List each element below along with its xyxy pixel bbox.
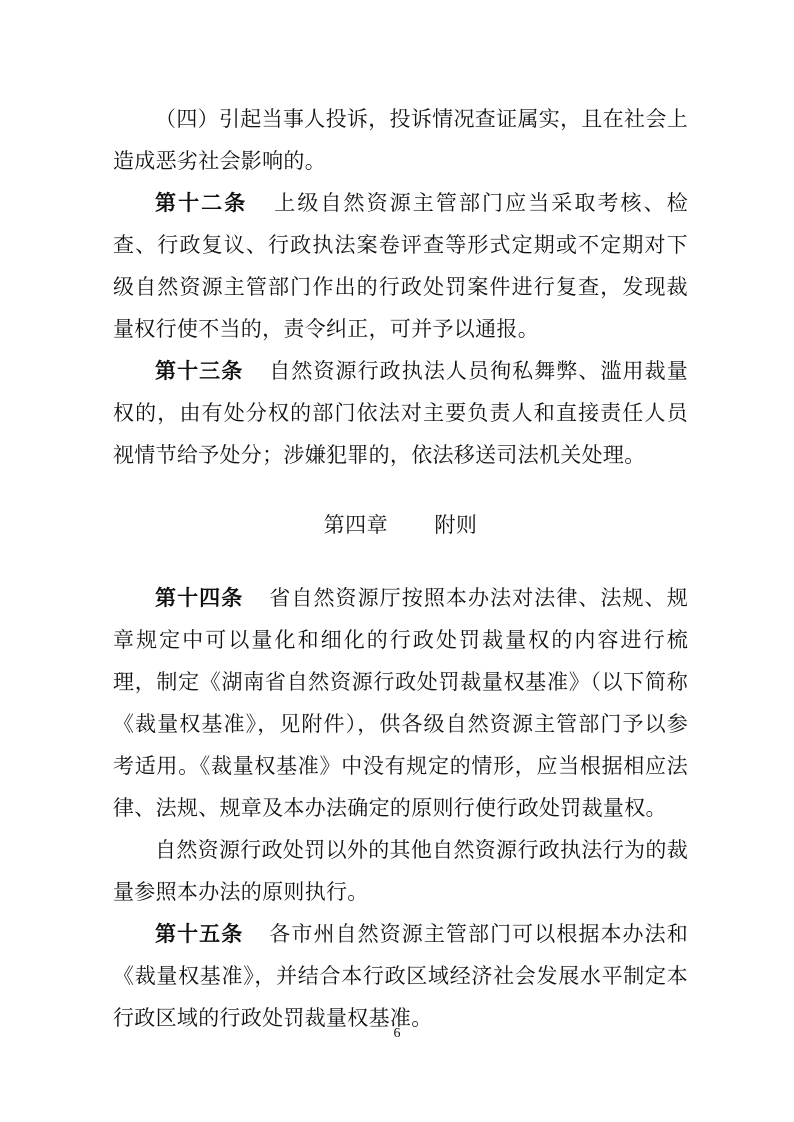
document-page	[113, 98, 688, 1039]
article-heading: 第十二条	[155, 190, 248, 215]
paragraph-text: （四）引起当事人投诉，投诉情况查证属实，且在社会上造成恶劣社会影响的。	[113, 107, 688, 173]
article-text: 省自然资源厅按照本办法对法律、法规、规章规定中可以量化和细化的行政处罚裁量权的内容进行梳理，制定《湖南省自然资源行政处罚裁量权基准》（以下简称《裁量权基准》，见附件），供各级自然资源主管部门予以参考适用。《裁量权基准》中没有规定的情形，应当根据相应法律、法规、规章及本办法确定的原则行使行政处罚裁量权。	[113, 586, 689, 820]
article-13	[113, 350, 688, 476]
article-14	[113, 577, 688, 829]
article-text: 自然资源行政执法人员徇私舞弊、滥用裁量权的，由有处分权的部门依法对主要负责人和直接责任人员视情节给予处分；涉嫌犯罪的，依法移送司法机关处理。	[113, 359, 689, 467]
paragraph-text: 自然资源行政处罚以外的其他自然资源行政执法行为的裁量参照本办法的原则执行。	[113, 838, 688, 904]
paragraph-item-4	[113, 98, 688, 182]
article-14-paragraph-2	[113, 829, 688, 913]
article-15	[113, 913, 688, 1039]
article-heading: 第十三条	[155, 358, 244, 383]
article-heading: 第十五条	[155, 921, 244, 946]
article-12	[113, 182, 688, 350]
page-number: 6	[393, 1026, 401, 1041]
chapter-number: 第四章	[323, 513, 389, 537]
chapter-title: 附则	[434, 513, 478, 537]
article-text: 各市州自然资源主管部门可以根据本办法和《裁量权基准》，并结合本行政区域经济社会发展水平制定本行政区域的行政处罚裁量权基准。	[113, 922, 689, 1030]
article-heading: 第十四条	[155, 585, 244, 610]
chapter-heading	[113, 504, 688, 546]
article-text: 上级自然资源主管部门应当采取考核、检查、行政复议、行政执法案卷评查等形式定期或不定期对下级自然资源主管部门作出的行政处罚案件进行复查，发现裁量权行使不当的，责令纠正，可并予以通报。	[113, 191, 688, 341]
